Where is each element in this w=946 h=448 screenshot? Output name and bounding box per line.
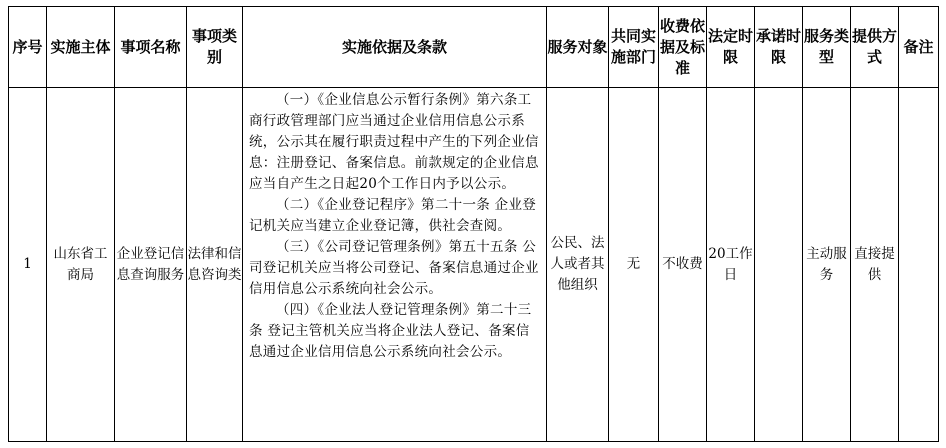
service-items-table: [8, 6, 939, 442]
cell-promised-limit: [755, 88, 803, 442]
table-row: [9, 88, 939, 442]
cell-joint-dept: 无: [609, 88, 659, 442]
header-item-name: 事项名称: [115, 7, 187, 88]
cell-item-category: 法律和信息咨询类: [187, 88, 243, 442]
header-joint-dept: 共同实施部门: [609, 7, 659, 88]
header-seq: 序号: [9, 7, 47, 88]
cell-legal-limit: 20工作日: [707, 88, 755, 442]
header-item-category: 事项类别: [187, 7, 243, 88]
header-promised-limit: 承诺时限: [755, 7, 803, 88]
header-service-target: 服务对象: [547, 7, 609, 88]
basis-clause-1: （一）《企业信息公示暂行条例》第六条工商行政管理部门应当通过企业信用信息公示系统，公示其在履行职责过程中产生的下列企业信息：注册登记、备案信息。前款规定的企业信息应当自产生之日起20个工作日内予以公示。: [249, 92, 539, 192]
cell-implementer: 山东省工商局: [47, 88, 115, 442]
cell-fee-basis: 不收费: [659, 88, 707, 442]
cell-service-target: 公民、法人或者其他组织: [547, 88, 609, 442]
header-basis: 实施依据及条款: [243, 7, 547, 88]
header-provision-method: 提供方式: [851, 7, 899, 88]
cell-seq: 1: [9, 88, 47, 442]
header-legal-limit: 法定时限: [707, 7, 755, 88]
header-row: [9, 7, 939, 88]
cell-service-type: 主动服务: [803, 88, 851, 442]
basis-clause-2: （二）《企业登记程序》第二十一条 企业登记机关应当建立企业登记簿，供社会查阅。: [249, 197, 537, 234]
header-implementer: 实施主体: [47, 7, 115, 88]
basis-clause-4: （四）《企业法人登记管理条例》第二十三条 登记主管机关应当将企业法人登记、备案信息通过企业信用信息公示系统向社会公示。: [249, 302, 532, 360]
basis-clause-3: （三）《公司登记管理条例》第五十五条 公司登记机关应当将公司登记、备案信息通过企业信用信息公示系统向社会公示。: [249, 239, 539, 297]
cell-item-name: 企业登记信息查询服务: [115, 88, 187, 442]
cell-basis: [243, 88, 547, 442]
header-fee-basis: 收费依据及标准: [659, 7, 707, 88]
cell-provision-method: 直接提供: [851, 88, 899, 442]
cell-remarks: [899, 88, 939, 442]
header-service-type: 服务类型: [803, 7, 851, 88]
header-remarks: 备注: [899, 7, 939, 88]
